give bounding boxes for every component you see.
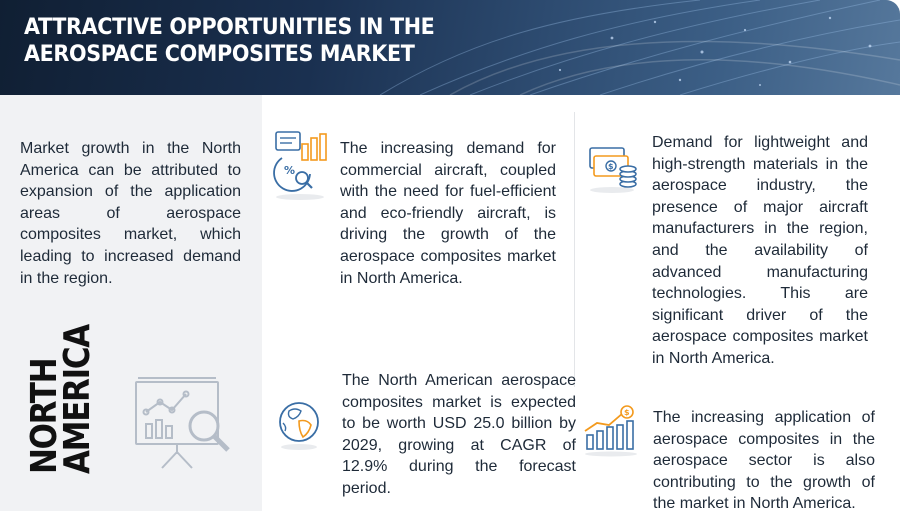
left-summary-text: Market growth in the North America can be attributed to expansion of the application areas of aerospace composites market, which leading to increased demand in the region. xyxy=(20,140,241,287)
svg-text:%: % xyxy=(284,164,296,177)
region-label-line-2: AMERICA xyxy=(57,325,98,474)
region-label xyxy=(24,325,98,474)
application-growth-text: The increasing application of aerospace composites in the aerospace sector is also contributing to the growth of the market in North America. xyxy=(653,409,875,511)
column-divider xyxy=(574,112,575,387)
market-forecast-text: The North American aerospace composites market is expected to be worth USD 25.0 billion by 2029, growing at CAGR of 12.9% during the forecast period. xyxy=(342,372,576,497)
money-coins-icon xyxy=(586,138,640,194)
globe-icon xyxy=(275,399,325,451)
title-line-1: ATTRACTIVE OPPORTUNITIES IN THE xyxy=(24,14,435,40)
svg-text:$: $ xyxy=(624,408,630,417)
growth-chart-dollar-icon xyxy=(583,405,639,457)
commercial-demand-text: The increasing demand for commercial aircraft, coupled with the need for fuel-efficient and eco-friendly aircraft, is driving the growth of the aerospace composites market in North America. xyxy=(340,140,556,287)
analytics-report-icon xyxy=(272,130,334,202)
svg-text:$: $ xyxy=(608,162,614,171)
region-label-line-1: NORTH xyxy=(24,358,65,474)
page-title xyxy=(24,14,539,68)
presentation-board-icon xyxy=(128,374,236,472)
title-line-2: AEROSPACE COMPOSITES MARKET xyxy=(24,41,415,67)
lightweight-materials-text: Demand for lightweight and high-strength materials in the aerospace industry, the presence of major aircraft manufacturers in the region, and the availability of advanced manufacturing technologies. This are significant driver of the aerospace composites market in North America. xyxy=(652,134,868,367)
header-banner xyxy=(0,0,900,95)
